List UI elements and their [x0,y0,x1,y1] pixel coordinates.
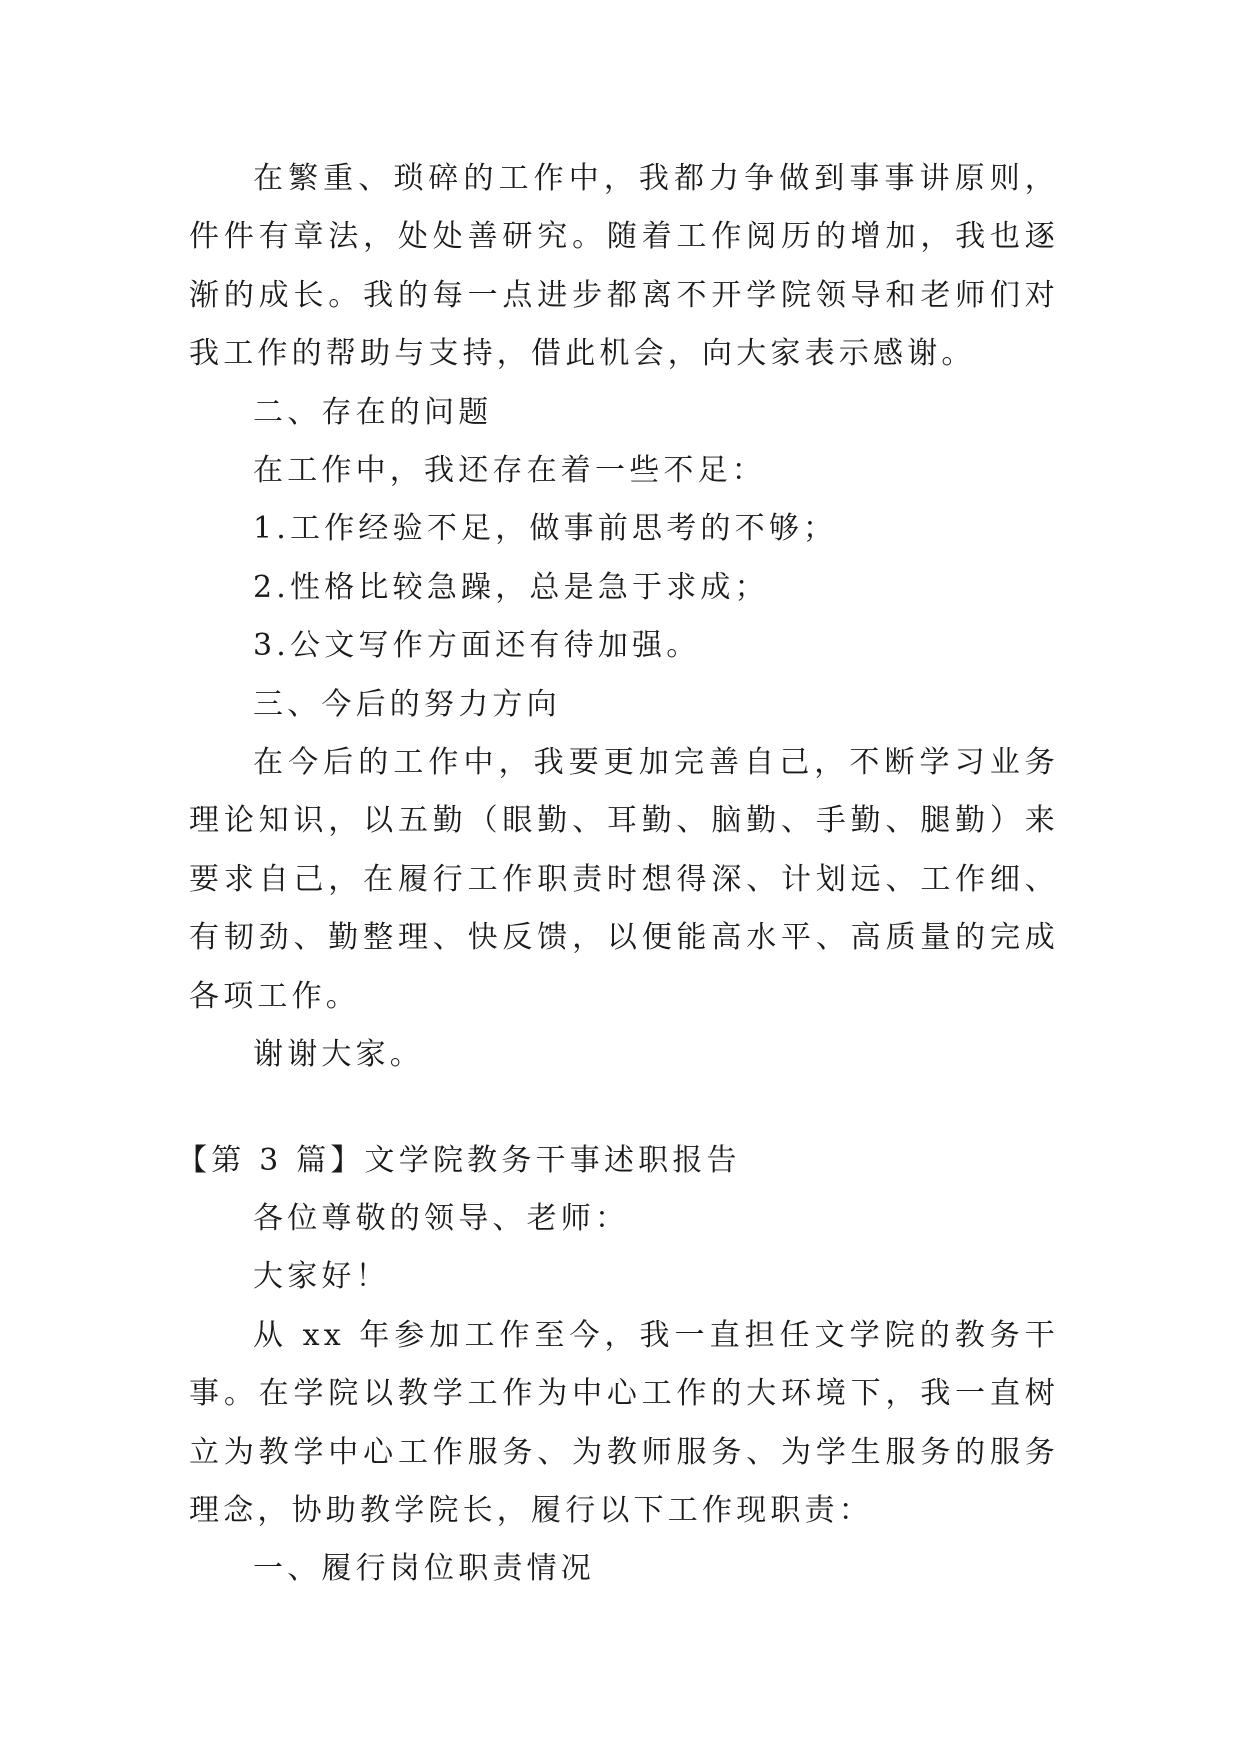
list-item-shortcoming-1: 1.工作经验不足，做事前思考的不够； [253,511,838,547]
section-title: 【第 3 篇】文学院教务干事述职报告 [177,1142,741,1178]
paragraph-thanks: 谢谢大家。 [253,1037,424,1073]
paragraph-shortcomings-intro: 在工作中，我还存在着一些不足： [253,453,766,489]
heading-duties-performance: 一、履行岗位职责情况 [253,1551,595,1587]
heading-future-direction: 三、今后的努力方向 [253,686,561,722]
paragraph-future-plan: 在今后的工作中，我要更加完善自己，不断学习业务理论知识，以五勤（眼勤、耳勤、脑勤、手勤、腿勤）来要求自己，在履行工作职责时想得深、计划远、工作细、有韧劲、勤整理、快反馈，以便能高水平、高质量的完成各项工作。 [189,745,1059,1014]
list-item-shortcoming-3: 3.公文写作方面还有待加强。 [253,628,701,664]
paragraph-acknowledgement: 在繁重、琐碎的工作中，我都力争做到事事讲原则，件件有章法，处处善研究。随着工作阅历的增加，我也逐渐的成长。我的每一点进步都离不开学院领导和老师们对我工作的帮助与支持，借此机会，向大家表示感谢。 [189,161,1059,372]
list-item-shortcoming-2: 2.性格比较急躁，总是急于求成； [253,569,769,605]
heading-existing-problems: 二、存在的问题 [253,394,493,430]
paragraph-introduction: 从 xx 年参加工作至今，我一直担任文学院的教务干事。在学院以教学工作为中心工作的大环境下，我一直树立为教学中心工作服务、为教师服务、为学生服务的服务理念，协助教学院长，履行以下工作现职责： [189,1317,1059,1528]
paragraph-salutation: 各位尊敬的领导、老师： [253,1200,630,1236]
document-body [177,150,1059,1599]
section-spacer [189,1085,1059,1132]
paragraph-greeting: 大家好！ [253,1259,390,1295]
